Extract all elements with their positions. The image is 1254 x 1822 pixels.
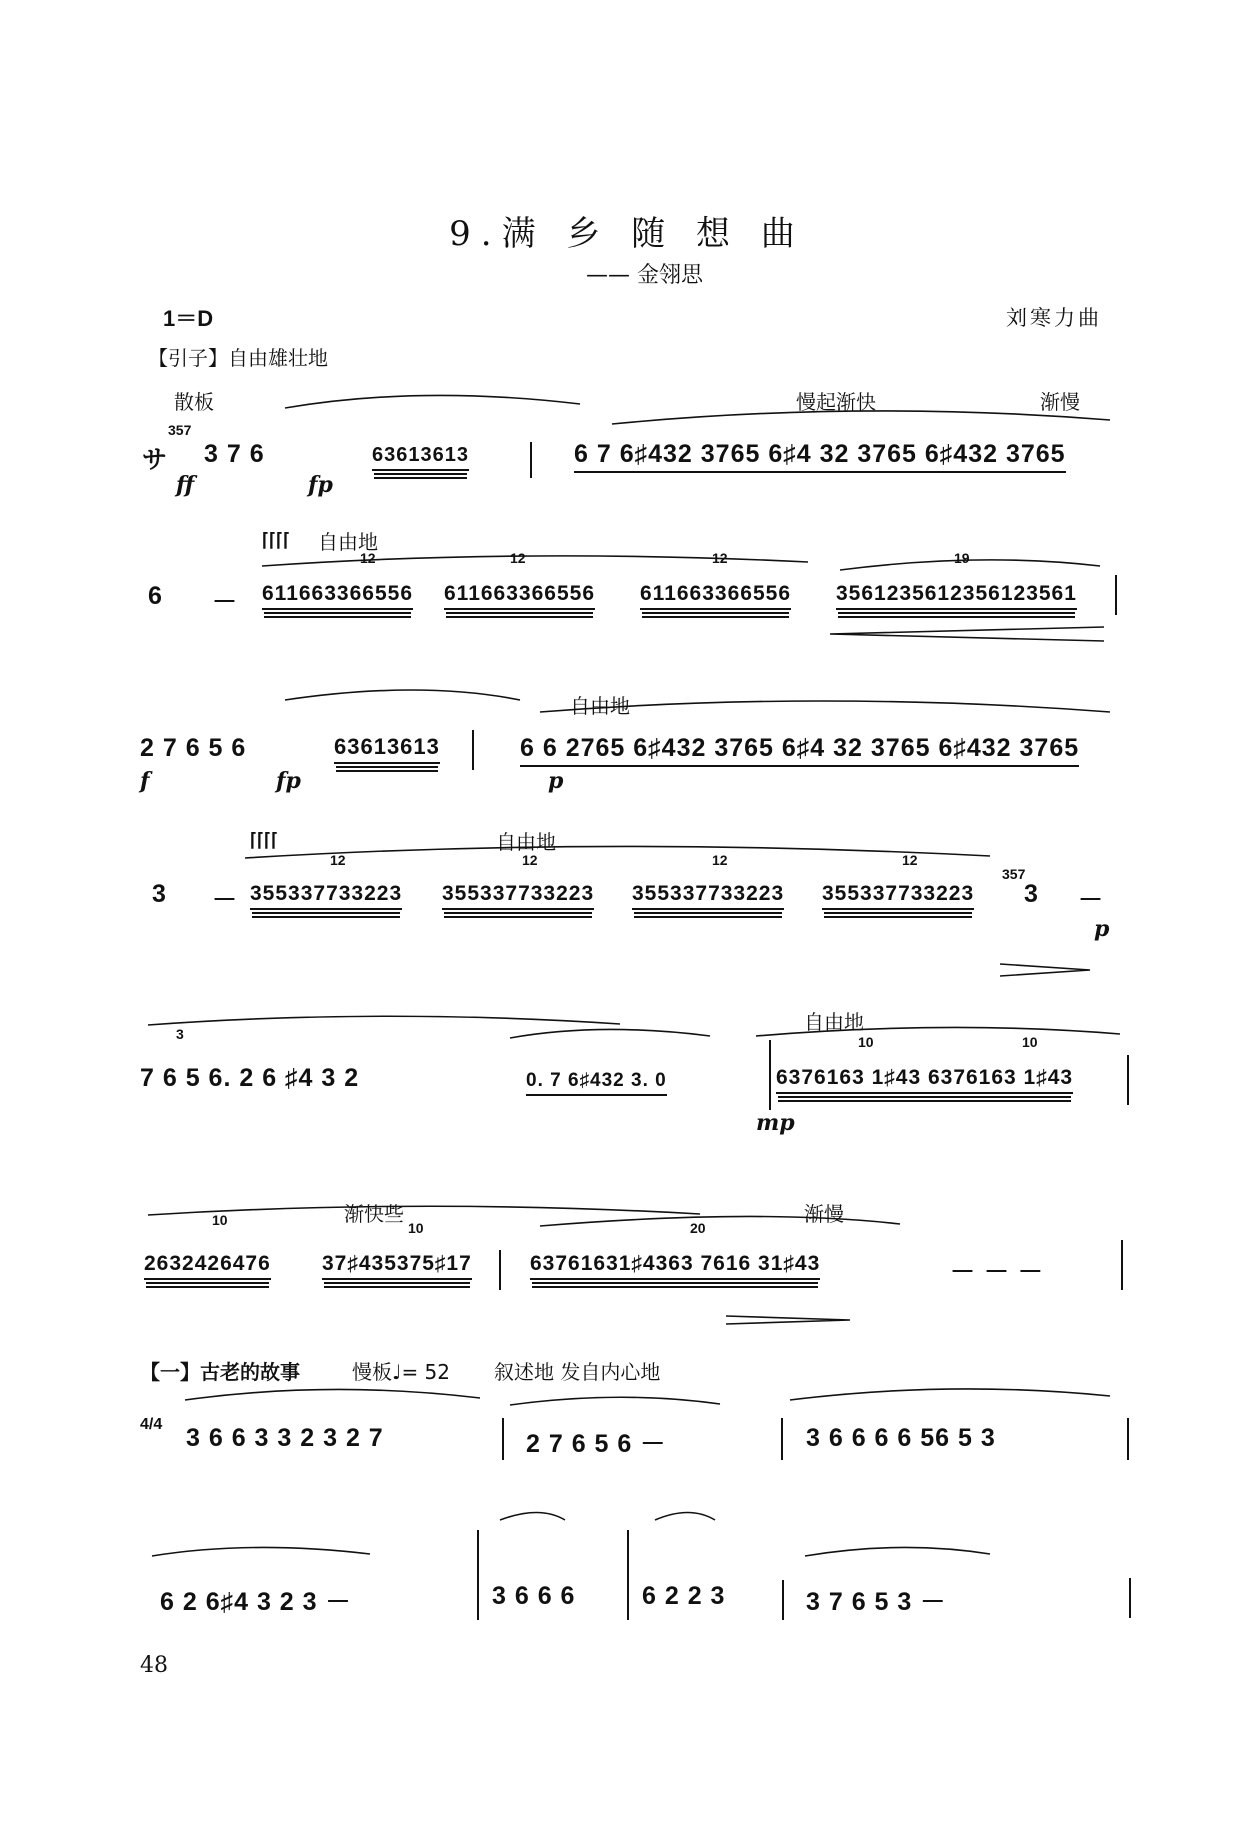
tuplet-12-4b: 12: [522, 852, 538, 868]
tuplet-3: 3: [176, 1026, 184, 1042]
tuplet-19: 19: [954, 550, 970, 566]
grace-notes: 357: [168, 422, 192, 438]
direction-jian-kuai-xie: 渐快些: [344, 1202, 404, 1226]
direction-accelerando: 慢起渐快: [796, 390, 876, 414]
sys4-group-4: 355337733223: [822, 882, 974, 910]
direction-ziyoudi-5: 自由地: [804, 1010, 864, 1034]
composer: 刘寒力曲: [1006, 306, 1102, 330]
tempo-label: 慢板: [352, 1360, 392, 1384]
tuplet-10-6b: 10: [408, 1220, 424, 1236]
intro-section-heading: [148, 342, 328, 371]
sys8-bar2: 3 6 6 6: [492, 1582, 576, 1610]
sys2-opening: 6: [148, 582, 163, 610]
slur-2b: [840, 560, 1100, 570]
sys6-group-2: 37♯435375♯17: [322, 1252, 472, 1280]
sys6-rests: － － －: [950, 1258, 1044, 1286]
direction-ziyoudi-4: 自由地: [496, 830, 556, 854]
direction-sanban: 散板: [174, 390, 214, 414]
tuplet-12-4c: 12: [712, 852, 728, 868]
sys8-bar3: 6 2 2 3: [642, 1582, 726, 1610]
sys5-run-b: 0. 7 6♯432 3. 0: [526, 1070, 667, 1096]
tuplet-12a: 12: [360, 550, 376, 566]
sys3-run-a: 63613613: [334, 734, 440, 764]
page-title: 9.满 乡 随 想 曲: [449, 214, 805, 254]
sys5-run-c: 6376163 1♯43 6376163 1♯43: [776, 1066, 1073, 1094]
sys2-group-long: 3561235612356123561: [836, 582, 1077, 610]
sys4-closing: 3: [1024, 880, 1039, 908]
dynamic-fp-3: fp: [276, 768, 301, 794]
intro-direction: 自由雄壮地: [228, 346, 328, 370]
dash: －: [212, 588, 239, 616]
tuplet-12-4a: 12: [330, 852, 346, 868]
tuplet-10-5a: 10: [858, 1034, 874, 1050]
sys7-bar2: 2 7 6 5 6 －: [526, 1430, 667, 1458]
time-signature: 4/4: [140, 1416, 163, 1433]
sys1-notes-a: 3 7 6: [204, 440, 265, 468]
sys7-bar3: 3 6 6 6 6 56 5 3: [806, 1424, 996, 1452]
slur-1a: [285, 395, 580, 408]
sys1-run-b: 6 7 6♯432 3765 6♯4 32 3765 6♯432 3765: [574, 440, 1066, 473]
section-one-label: 【一】: [140, 1360, 200, 1384]
tuplet-10-6a: 10: [212, 1212, 228, 1228]
sys7-bar1: 3 6 6 3 3 2 3 2 7: [186, 1424, 384, 1452]
sys3-opening: 2 7 6 5 6: [140, 734, 247, 762]
sys5-run-a: 7 6 5 6. 2 6 ♯4 3 2: [140, 1064, 360, 1092]
expression-marking: 叙述地 发自内心地: [494, 1360, 661, 1384]
key-signature: 1＝D: [163, 306, 214, 331]
page-number: 48: [140, 1653, 168, 1678]
direction-ziyoudi-2: 自由地: [318, 530, 378, 554]
direction-ritardando: 渐慢: [1040, 390, 1080, 414]
sys2-group-1: 611663366556: [262, 582, 413, 610]
dynamic-mp: mp: [756, 1110, 795, 1136]
tremolo-mark-4: ⌈⌈⌈⌈: [250, 830, 279, 850]
tuplet-20: 20: [690, 1220, 706, 1236]
tuplet-12b: 12: [510, 550, 526, 566]
sys4-group-2: 355337733223: [442, 882, 594, 910]
tempo-marking: [352, 1356, 450, 1385]
tremolo-mark: ⌈⌈⌈⌈: [262, 530, 291, 550]
sys2-group-3: 611663366556: [640, 582, 791, 610]
sys8-bar4: 3 7 6 5 3 －: [806, 1588, 947, 1616]
direction-jian-man-6: 渐慢: [804, 1202, 844, 1226]
sys4-group-1: 355337733223: [250, 882, 402, 910]
dynamic-f: f: [140, 768, 150, 794]
dynamic-ff: ff: [176, 472, 195, 498]
sys1-run-a: 63613613: [372, 444, 469, 471]
sys1-prefix: サ: [142, 446, 169, 474]
intro-label: 【引子】: [148, 346, 228, 370]
sys3-run-b: 6 6 2765 6♯432 3765 6♯4 32 3765 6♯432 3765: [520, 734, 1079, 767]
sys4-group-3: 355337733223: [632, 882, 784, 910]
direction-ziyoudi-3: 自由地: [570, 694, 630, 718]
dynamic-p-4: p: [1094, 916, 1110, 942]
dash: －: [212, 886, 239, 914]
tempo-value: = 52: [401, 1360, 451, 1384]
dash: －: [1078, 886, 1105, 914]
grace-notes-4: 357: [1002, 866, 1026, 882]
sys2-group-2: 611663366556: [444, 582, 595, 610]
sys6-group-1: 2632426476: [144, 1252, 271, 1280]
sys8-bar1: 6 2 6♯4 3 2 3 －: [160, 1588, 352, 1616]
quarter-note-icon: ♩: [392, 1360, 402, 1384]
section-one-heading: [140, 1356, 300, 1385]
dynamic-fp: fp: [308, 472, 333, 498]
tuplet-12-4d: 12: [902, 852, 918, 868]
sys6-group-3: 63761631♯4363 7616 31♯43: [530, 1252, 820, 1280]
tuplet-10-5b: 10: [1022, 1034, 1038, 1050]
dynamic-p-3: p: [548, 768, 564, 794]
sys4-opening: 3: [152, 880, 167, 908]
tuplet-12c: 12: [712, 550, 728, 566]
subtitle: —— 金翎思: [586, 263, 703, 288]
section-one-title: 古老的故事: [200, 1360, 300, 1384]
